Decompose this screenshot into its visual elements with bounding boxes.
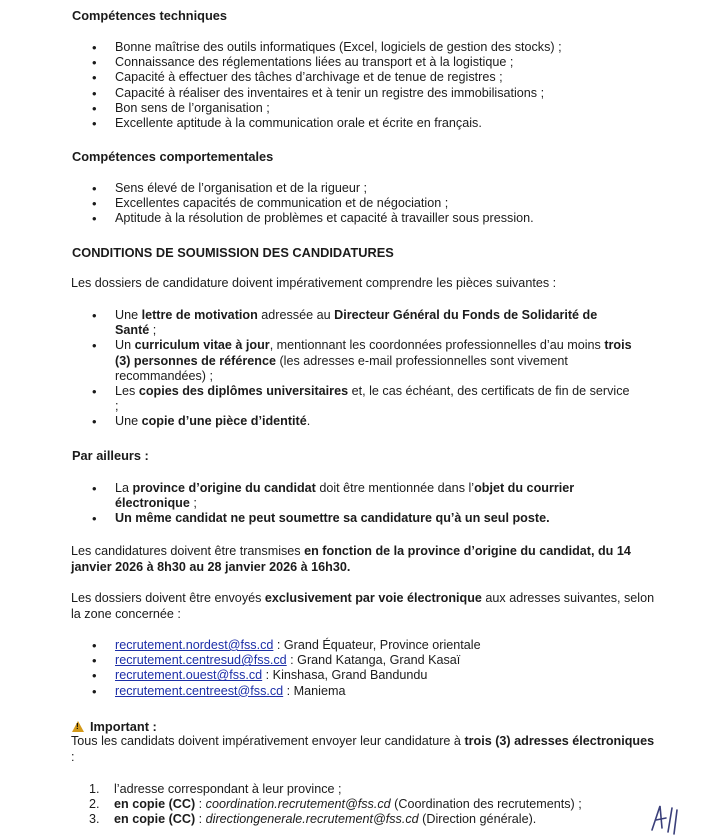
list-item: • recrutement.centreest@fss.cd : Maniema (72, 684, 632, 699)
list-item: • Capacité à effectuer des tâches d’archivage et de tenue de registres ; (72, 70, 632, 85)
list-item: • Un même candidat ne peut soumettre sa candidature qu’à un seul poste. (72, 511, 632, 526)
section-title-conditions: CONDITIONS DE SOUMISSION DES CANDIDATURES (72, 245, 394, 260)
transmission-paragraph: Les candidatures doivent être transmises en fonction de la province d’origine du candidat, du 14 janvier 2026 à 8h30 au 28 janvier 2026 à 16h30. (71, 544, 631, 574)
section-title-technical: Compétences techniques (72, 8, 228, 23)
behavioral-skills-list (72, 181, 632, 227)
list-item: • Un curriculum vitae à jour, mentionnant les coordonnées professionnelles d’au moins trois (3) personnes de référence (les adresses e-mail professionnelles sont vivement recommandées) ; (72, 338, 632, 384)
moreover-list (72, 481, 632, 527)
important-paragraph: Tous les candidats doivent impérativement envoyer leur candidature à trois (3) adresses électroniques : (71, 734, 655, 764)
list-item: • Une copie d’une pièce d’identité. (72, 414, 632, 429)
list-item: 2. en copie (CC) : coordination.recrutement@fss.cd (Coordination des recrutements) ; (89, 797, 582, 811)
section-title-moreover: Par ailleurs : (72, 448, 149, 463)
list-item: • Une lettre de motivation adressée au Directeur Général du Fonds de Solidarité de Santé ; (72, 308, 632, 338)
list-item: • Capacité à réaliser des inventaires et à tenir un registre des immobilisations ; (72, 86, 632, 101)
list-item: • recrutement.centresud@fss.cd : Grand Katanga, Grand Kasaï (72, 653, 632, 668)
list-item: • Bonne maîtrise des outils informatiques (Excel, logiciels de gestion des stocks) ; (72, 40, 632, 55)
list-item: • Aptitude à la résolution de problèmes et capacité à travailler sous pression. (72, 211, 632, 226)
email-link-centresud[interactable]: recrutement.centresud@fss.cd (115, 653, 287, 668)
list-item: • Bon sens de l’organisation ; (72, 101, 632, 116)
important-title: !Important : (72, 719, 157, 734)
list-item: • Excellentes capacités de communication et de négociation ; (72, 196, 632, 211)
technical-skills-list (72, 40, 632, 131)
warning-icon (72, 721, 84, 732)
conditions-intro: Les dossiers de candidature doivent impérativement comprendre les pièces suivantes : (71, 276, 557, 290)
list-item: 1. l’adresse correspondant à leur province ; (89, 782, 342, 796)
email-link-centreest[interactable]: recrutement.centreest@fss.cd (115, 683, 284, 698)
submission-paragraph: Les dossiers doivent être envoyés exclusivement par voie électronique aux adresses suivantes, selon la zone concernée : (71, 591, 655, 621)
required-documents-list (72, 308, 632, 430)
important-numbered-list (72, 782, 652, 827)
email-link-ouest[interactable]: recrutement.ouest@fss.cd (115, 668, 263, 683)
list-item: • Les copies des diplômes universitaires et, le cas échéant, des certificats de fin de service ; (72, 384, 632, 414)
section-title-behavioral: Compétences comportementales (72, 149, 274, 164)
list-item: • Connaissance des réglementations liées au transport et à la logistique ; (72, 55, 632, 70)
list-item: • Excellente aptitude à la communication orale et écrite en français. (72, 116, 632, 131)
list-item: • Sens élevé de l’organisation et de la rigueur ; (72, 181, 632, 196)
list-item: • recrutement.ouest@fss.cd : Kinshasa, Grand Bandundu (72, 668, 632, 683)
list-item: • La province d’origine du candidat doit être mentionnée dans l’objet du courrier électronique ; (72, 481, 632, 511)
email-addresses-list (72, 638, 632, 699)
handwritten-initials-icon (646, 800, 680, 836)
list-item: 3. en copie (CC) : directiongenerale.recrutement@fss.cd (Direction générale). (89, 812, 537, 826)
email-link-nordest[interactable]: recrutement.nordest@fss.cd (115, 638, 274, 652)
list-item: • recrutement.nordest@fss.cd : Grand Équateur, Province orientale (72, 638, 632, 653)
